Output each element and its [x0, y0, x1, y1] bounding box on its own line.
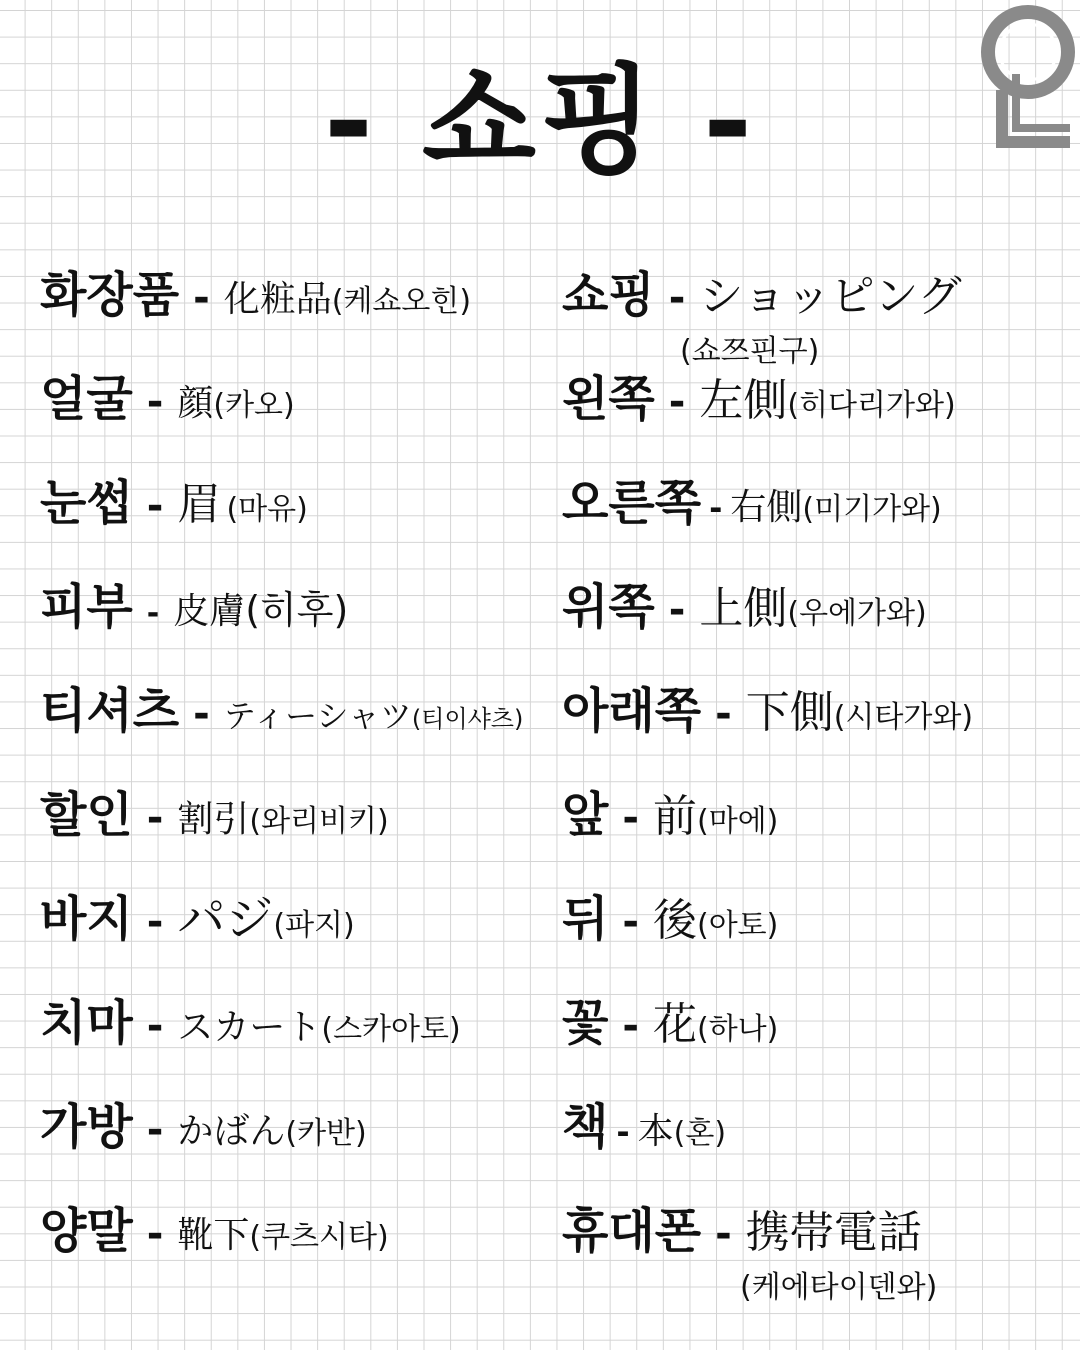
korean-reading: (케쇼오힌) [331, 284, 472, 319]
vocab-entry-back: 뒤 - 後(아토) [562, 891, 779, 947]
japanese-word: 靴下 [177, 1215, 250, 1256]
japanese-word: かばん [177, 1111, 286, 1152]
japanese-word: 眉 [177, 479, 222, 530]
korean-word: 양말 [40, 1203, 133, 1259]
korean-word: 아래쪽 [562, 683, 702, 739]
vocab-entry-front: 앞 - 前(마에) [562, 787, 779, 843]
korean-reading: (티이샤츠) [411, 705, 524, 733]
japanese-word: 割引 [177, 799, 250, 840]
korean-reading: (쿠츠시타) [249, 1220, 389, 1255]
vocab-entry-upper-side: 위쪽 - 上側(우에가와) [562, 579, 927, 635]
japanese-word: 化粧品 [223, 279, 332, 320]
korean-word: 할인 [40, 787, 133, 843]
japanese-word: 皮膚 [173, 591, 246, 632]
korean-word: 바지 [40, 891, 133, 947]
japanese-word: 後 [652, 895, 697, 946]
vocab-entry-left-side: 왼쪽 - 左側(히다리가와) [562, 371, 956, 427]
japanese-word: 右側 [730, 487, 803, 528]
vocab-entry-pants: 바지 - パジ(파지) [40, 891, 355, 947]
japanese-word: 顔 [177, 383, 214, 424]
japanese-word: 上側 [699, 583, 788, 634]
vocab-entry-tshirt: 티셔츠 - ティーシャツ(티이샤츠) [40, 683, 524, 739]
korean-word: 가방 [40, 1099, 133, 1155]
korean-reading: (미기가와) [802, 492, 942, 527]
vocab-entry-cellphone: 휴대폰 - 携帯電話 [562, 1203, 922, 1259]
vocab-entry-socks: 양말 - 靴下(쿠츠시타) [40, 1203, 389, 1259]
korean-reading: (히다리가와) [787, 388, 956, 423]
vocab-entry-book: 책 - 本(혼) [562, 1099, 727, 1155]
vocab-entry-cosmetics: 화장품 - 化粧品(케쇼오힌) [40, 267, 472, 323]
page-title: - 쇼핑 - [323, 52, 757, 190]
japanese-word: 前 [652, 791, 697, 842]
japanese-word: ティーシャツ [223, 697, 412, 735]
korean-word: 오른쪽 [562, 475, 702, 531]
korean-reading: (아토) [696, 908, 779, 943]
vocab-entry-right-side: 오른쪽 - 右側(미기가와) [562, 475, 942, 531]
korean-word: 휴대폰 [562, 1203, 702, 1259]
vocab-entry-bag: 가방 - かばん(카반) [40, 1099, 367, 1155]
korean-reading: (파지) [273, 908, 355, 943]
korean-word: 화장품 [40, 267, 180, 323]
japanese-word: ショッピング [699, 271, 962, 322]
korean-reading: (쇼쯔핀구) [680, 334, 820, 369]
korean-reading: (마유) [226, 492, 308, 527]
korean-reading: (케에타이덴와) [740, 1270, 938, 1305]
vocab-entry-flower: 꽃 - 花(하나) [562, 995, 779, 1051]
korean-word: 치마 [40, 995, 133, 1051]
korean-word: 피부 [40, 579, 133, 635]
korean-word: 눈썹 [40, 475, 133, 531]
korean-reading: (와리비키) [249, 804, 389, 839]
korean-word: 뒤 [562, 891, 609, 947]
korean-reading: (카오) [213, 388, 295, 423]
vocab-entry-lower-side: 아래쪽 - 下側(시타가와) [562, 683, 974, 739]
korean-reading: (마에) [696, 804, 779, 839]
japanese-word: 本 [637, 1111, 674, 1152]
japanese-word: 左側 [699, 375, 788, 426]
korean-reading: (스카아토) [321, 1012, 461, 1047]
vocab-entry-shopping: 쇼핑 - ショッピング [562, 267, 962, 323]
japanese-word: 携帯電話 [745, 1207, 922, 1258]
korean-reading: (혼) [673, 1116, 727, 1151]
korean-reading: (하나) [696, 1012, 779, 1047]
korean-word: 얼굴 [40, 371, 133, 427]
korean-word: 책 [562, 1099, 609, 1155]
korean-word: 티셔츠 [40, 683, 180, 739]
korean-reading: (카반) [285, 1116, 367, 1151]
korean-word: 위쪽 [562, 579, 655, 635]
korean-reading: (히후) [245, 588, 349, 632]
japanese-word: 下側 [745, 687, 834, 738]
vocab-entry-eyebrow: 눈썹 - 眉 (마유) [40, 475, 308, 531]
korean-reading: (시타가와) [833, 700, 974, 735]
japanese-word: スカート [177, 1007, 322, 1048]
korean-reading: (우에가와) [787, 596, 927, 631]
korean-word: 왼쪽 [562, 371, 655, 427]
korean-word: 꽃 [562, 995, 609, 1051]
brand-logo-icon [980, 4, 1076, 152]
japanese-word: 花 [652, 999, 697, 1050]
vocab-entry-skirt: 치마 - スカート(스카아토) [40, 995, 461, 1051]
japanese-word: パジ [177, 891, 274, 947]
korean-word: 앞 [562, 787, 609, 843]
vocab-entry-discount: 할인 - 割引(와리비키) [40, 787, 389, 843]
vocab-entry-face: 얼굴 - 顔(카오) [40, 371, 295, 427]
korean-word: 쇼핑 [562, 267, 655, 323]
vocab-entry-skin: 피부 - 皮膚(히후) [40, 579, 349, 635]
